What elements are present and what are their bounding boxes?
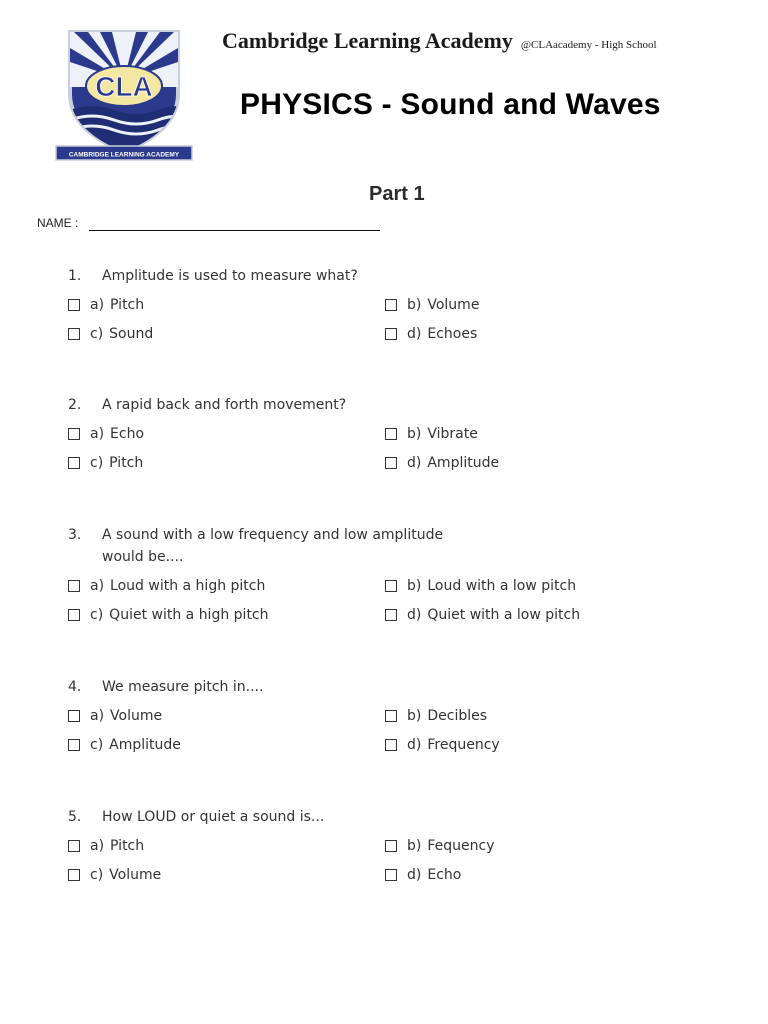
option-d[interactable]: d) Quiet with a low pitch <box>385 604 702 626</box>
option-d[interactable]: d) Echo <box>385 864 702 886</box>
school-header <box>222 28 657 54</box>
question-3 <box>68 524 708 626</box>
checkbox[interactable] <box>68 710 80 722</box>
question-5 <box>68 806 708 886</box>
option-c[interactable]: c) Sound <box>68 323 385 345</box>
part-title: Part 1 <box>369 183 425 205</box>
option-b[interactable]: b) Loud with a low pitch <box>385 575 702 597</box>
checkbox[interactable] <box>385 580 397 592</box>
checkbox[interactable] <box>68 609 80 621</box>
option-a[interactable]: a) Volume <box>68 705 385 727</box>
checkbox[interactable] <box>68 840 80 852</box>
checkbox[interactable] <box>385 869 397 881</box>
question-4 <box>68 676 708 756</box>
checkbox[interactable] <box>385 457 397 469</box>
option-b[interactable]: b) Volume <box>385 294 702 316</box>
option-a[interactable]: a) Echo <box>68 423 385 445</box>
worksheet-title: PHYSICS - Sound and Waves <box>240 88 661 121</box>
checkbox[interactable] <box>68 739 80 751</box>
question-number: 2. <box>68 397 82 413</box>
option-d[interactable]: d) Frequency <box>385 734 702 756</box>
option-c[interactable]: c) Quiet with a high pitch <box>68 604 385 626</box>
school-logo <box>54 18 194 164</box>
option-c[interactable]: c) Amplitude <box>68 734 385 756</box>
question-1 <box>68 265 708 345</box>
option-a[interactable]: a) Pitch <box>68 835 385 857</box>
question-2 <box>68 394 708 474</box>
checkbox[interactable] <box>68 580 80 592</box>
checkbox[interactable] <box>68 328 80 340</box>
checkbox[interactable] <box>385 299 397 311</box>
checkbox[interactable] <box>68 869 80 881</box>
logo-banner-text: CAMBRIDGE LEARNING ACADEMY <box>68 151 180 159</box>
question-number: 3. <box>68 527 82 543</box>
checkbox[interactable] <box>385 840 397 852</box>
school-handle: @CLAacademy - High School <box>520 39 657 51</box>
question-text: Amplitude is used to measure what? <box>102 268 358 284</box>
logo-monogram: CLA <box>95 71 153 102</box>
question-number: 1. <box>68 268 82 284</box>
option-d[interactable]: d) Echoes <box>385 323 702 345</box>
option-c[interactable]: c) Pitch <box>68 452 385 474</box>
checkbox[interactable] <box>385 739 397 751</box>
question-text: We measure pitch in.... <box>102 679 264 695</box>
option-a[interactable]: a) Loud with a high pitch <box>68 575 385 597</box>
checkbox[interactable] <box>68 428 80 440</box>
option-a[interactable]: a) Pitch <box>68 294 385 316</box>
checkbox[interactable] <box>385 328 397 340</box>
question-text: A sound with a low frequency and low amplitude would be.... <box>102 527 444 565</box>
checkbox[interactable] <box>385 710 397 722</box>
option-d[interactable]: d) Amplitude <box>385 452 702 474</box>
name-label: NAME : <box>37 216 79 230</box>
checkbox[interactable] <box>385 428 397 440</box>
option-b[interactable]: b) Vibrate <box>385 423 702 445</box>
checkbox[interactable] <box>385 609 397 621</box>
school-name: Cambridge Learning Academy <box>222 28 513 53</box>
question-number: 4. <box>68 679 82 695</box>
option-b[interactable]: b) Decibles <box>385 705 702 727</box>
checkbox[interactable] <box>68 457 80 469</box>
question-text: A rapid back and forth movement? <box>102 397 347 413</box>
option-b[interactable]: b) Fequency <box>385 835 702 857</box>
question-number: 5. <box>68 809 82 825</box>
name-input-line[interactable] <box>89 230 380 231</box>
question-text: How LOUD or quiet a sound is... <box>102 809 325 825</box>
option-c[interactable]: c) Volume <box>68 864 385 886</box>
checkbox[interactable] <box>68 299 80 311</box>
